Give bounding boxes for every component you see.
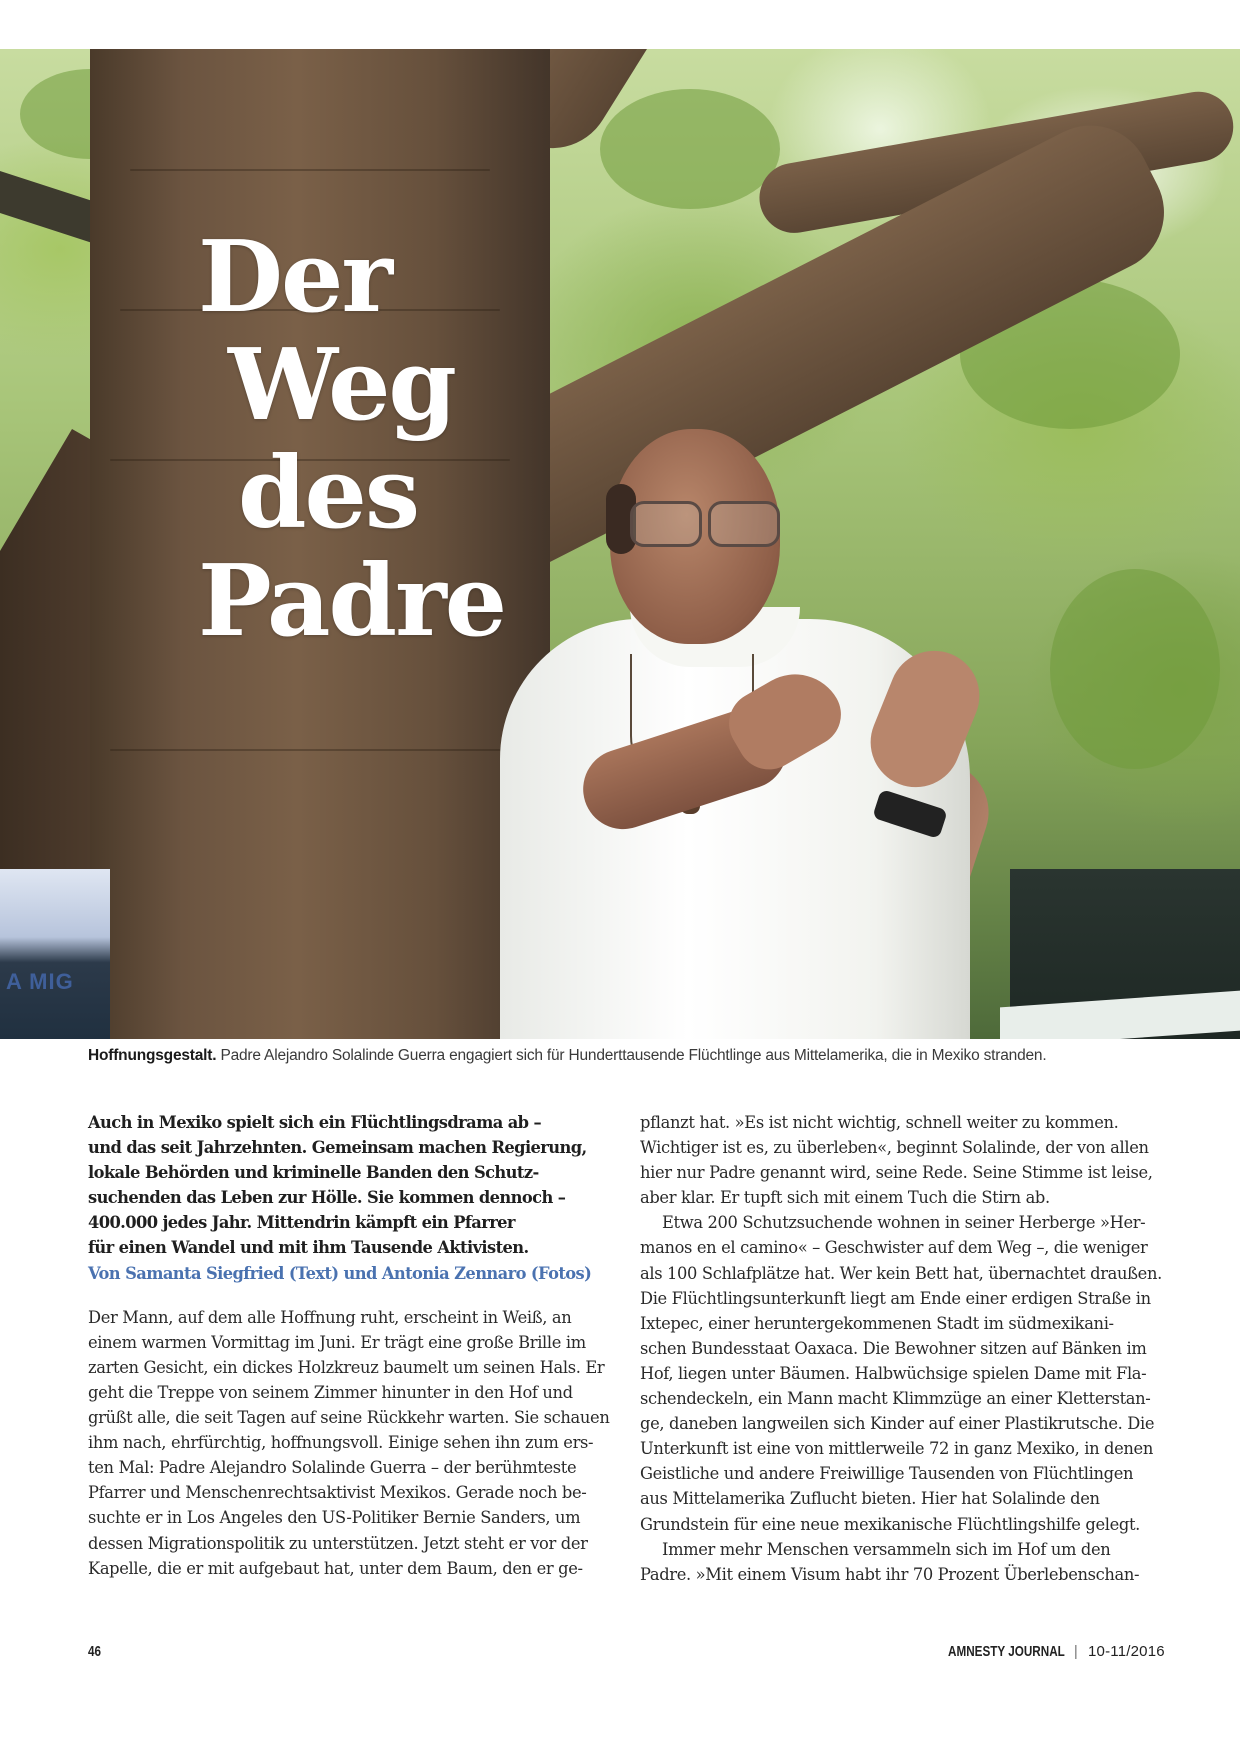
glasses-lens-right: [708, 501, 780, 547]
article-lede: [88, 1110, 613, 1286]
padre-figure: [480, 429, 1100, 1039]
lede-line: suchenden das Leben zur Hölle. Sie kommen dennoch –: [88, 1188, 566, 1208]
body-line: Grundstein für eine neue mexikanische Flüchtlingshilfe gelegt.: [640, 1514, 1141, 1534]
issue-date: 10-11/2016: [1088, 1643, 1165, 1660]
body-line: Der Mann, auf dem alle Hoffnung ruht, erscheint in Weiß, an: [88, 1307, 572, 1327]
body-line: als 100 Schlafplätze hat. Wer kein Bett hat, übernachtet draußen.: [640, 1263, 1162, 1283]
headline-line: Der: [198, 220, 391, 335]
glasses-icon: [630, 501, 780, 541]
publication-footer: [948, 1643, 1165, 1660]
article-headline: [198, 220, 506, 659]
headline-line: Weg: [228, 328, 455, 443]
body-line: Geistliche und andere Freiwillige Tausenden von Flüchtlingen: [640, 1464, 1134, 1484]
body-line: schendeckeln, ein Mann macht Klimmzüge an einer Kletterstan-: [640, 1389, 1151, 1409]
text-column-1: [88, 1110, 613, 1581]
body-line: Hof, liegen unter Bäumen. Halbwüchsige spielen Dame mit Fla-: [640, 1363, 1147, 1383]
body-line: Ixtepec, einer heruntergekommenen Stadt im südmexikani-: [640, 1313, 1114, 1333]
publication-name: AMNESTY JOURNAL: [948, 1643, 1065, 1660]
background-building: [0, 869, 110, 1039]
glasses-lens-left: [630, 501, 702, 547]
body-line: schen Bundesstaat Oaxaca. Die Bewohner sitzen auf Bänken im: [640, 1338, 1147, 1358]
body-paragraph: [640, 1210, 1165, 1536]
body-line: Kapelle, die er mit aufgebaut hat, unter dem Baum, den er ge-: [88, 1558, 583, 1578]
footer-separator: |: [1073, 1643, 1078, 1660]
body-line: zarten Gesicht, ein dickes Holzkreuz baumelt um seinen Hals. Er: [88, 1357, 605, 1377]
body-paragraph: [640, 1537, 1165, 1587]
caption-lead: Hoffnungsgestalt.: [88, 1047, 217, 1064]
body-line: aus Mittelamerika Zuflucht bieten. Hier hat Solalinde den: [640, 1489, 1100, 1509]
photo-caption: [88, 1047, 1188, 1065]
background-sign-text: A MIG: [6, 969, 74, 994]
body-line: ihm nach, ehrfürchtig, hoffnungsvoll. Einige sehen ihn zum ers-: [88, 1433, 594, 1453]
body-line: Wichtiger ist es, zu überleben«, beginnt Solalinde, der von allen: [640, 1138, 1149, 1158]
spacer: [88, 1286, 613, 1305]
text-column-2: [640, 1110, 1165, 1587]
body-line: Pfarrer und Menschenrechtsaktivist Mexikos. Gerade noch be-: [88, 1483, 587, 1503]
headline-line: Padre: [198, 544, 506, 659]
bark-texture: [110, 749, 510, 751]
body-line: manos en el camino« – Geschwister auf dem Weg –, die weniger: [640, 1238, 1148, 1258]
lede-line: lokale Behörden und kriminelle Banden den Schutz-: [88, 1163, 539, 1183]
body-line: grüßt alle, die seit Tagen auf seine Rückkehr warten. Sie schauen: [88, 1408, 610, 1428]
body-line: Etwa 200 Schutzsuchende wohnen in seiner Herberge »Her-: [662, 1213, 1146, 1233]
body-line: Die Flüchtlingsunterkunft liegt am Ende einer erdigen Straße in: [640, 1288, 1151, 1308]
body-line: Unterkunft ist eine von mittlerweile 72 in ganz Mexiko, in denen: [640, 1439, 1153, 1459]
page-number: 46: [88, 1643, 102, 1660]
body-paragraph: [88, 1305, 613, 1581]
body-line: geht die Treppe von seinem Zimmer hinunter in den Hof und: [88, 1382, 573, 1402]
body-line: Padre. »Mit einem Visum habt ihr 70 Prozent Überlebenschan-: [640, 1564, 1140, 1584]
body-line: pflanzt hat. »Es ist nicht wichtig, schnell weiter zu kommen.: [640, 1113, 1119, 1132]
caption-text: Padre Alejandro Solalinde Guerra engagiert sich für Hunderttausende Flüchtlinge aus Mittelamerika, die in Mexiko stranden.: [216, 1047, 1047, 1064]
body-line: ten Mal: Padre Alejandro Solalinde Guerra – der berühmteste: [88, 1458, 577, 1478]
lede-line: für einen Wandel und mit ihm Tausende Aktivisten.: [88, 1238, 529, 1258]
headline-line: des: [238, 436, 419, 551]
body-line: einem warmen Vormittag im Juni. Er trägt eine große Brille im: [88, 1332, 586, 1352]
lede-line: Auch in Mexiko spielt sich ein Flüchtlingsdrama ab –: [88, 1113, 542, 1132]
author-byline: Von Samanta Siegfried (Text) und Antonia Zennaro (Fotos): [88, 1263, 592, 1283]
lede-line: 400.000 jedes Jahr. Mittendrin kämpft ein Pfarrer: [88, 1213, 515, 1233]
body-line: hier nur Padre genannt wird, seine Rede. Seine Stimme ist leise,: [640, 1163, 1153, 1183]
body-paragraph: [640, 1110, 1165, 1210]
hero-photo: [0, 49, 1240, 1039]
body-line: Immer mehr Menschen versammeln sich im Hof um den: [662, 1539, 1111, 1559]
body-line: ge, daneben langweilen sich Kinder auf einer Plastikrutsche. Die: [640, 1414, 1155, 1434]
body-line: dessen Migrationspolitik zu unterstützen. Jetzt steht er vor der: [88, 1533, 588, 1553]
bark-texture: [130, 169, 490, 171]
lede-line: und das seit Jahrzehnten. Gemeinsam machen Regierung,: [88, 1138, 587, 1158]
foliage: [600, 89, 780, 209]
body-line: suchte er in Los Angeles den US-Politiker Bernie Sanders, um: [88, 1508, 581, 1528]
body-line: aber klar. Er tupft sich mit einem Tuch die Stirn ab.: [640, 1188, 1050, 1208]
